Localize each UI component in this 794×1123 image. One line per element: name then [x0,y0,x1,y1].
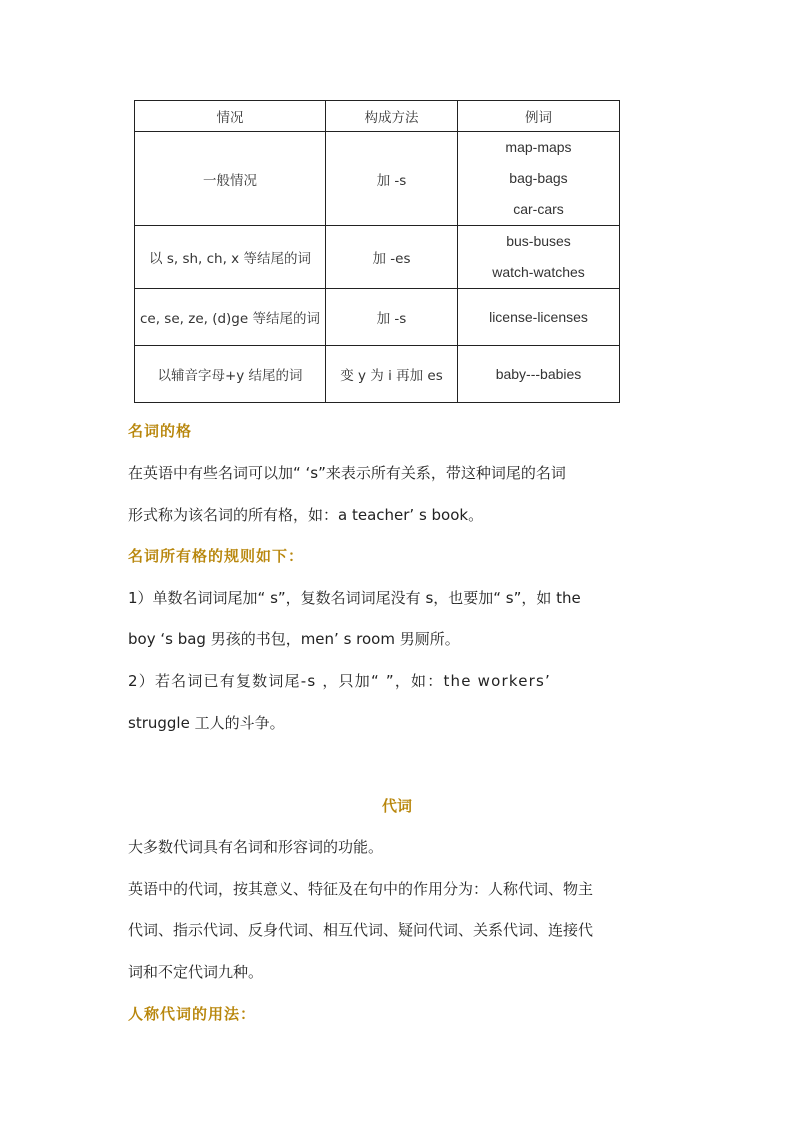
header-examples: 例词 [458,101,620,132]
cell-method: 加 -s [326,132,458,226]
cell-examples [458,226,620,289]
example-word: watch-watches [492,264,585,280]
cell-examples [458,289,620,346]
possessive-paragraph-line-1: 在英语中有些名词可以加“ ‘s”来表示所有关系，带这种词尾的名词 [128,464,566,482]
plural-rules-table [134,100,620,403]
possessive-paragraph-line-2: 形式称为该名词的所有格，如：a teacher’ s book。 [128,506,484,524]
cell-method: 加 -es [326,226,458,289]
pronoun-section-title: 代词 [381,797,412,815]
pronoun-paragraph-2-line-3: 词和不定代词九种。 [128,963,264,981]
example-word: bag-bags [509,170,568,186]
cell-examples [458,132,620,226]
example-word: bus-buses [506,233,571,249]
rule-1-line-1: 1）单数名词词尾加“ s”，复数名词词尾没有 s，也要加“ s”，如 the [128,589,581,607]
cell-situation: ce, se, ze, (d)ge 等结尾的词 [135,289,326,346]
cell-method: 变 y 为 i 再加 es [326,346,458,403]
table-row [135,289,620,346]
example-word: baby---babies [495,365,582,382]
cell-situation: 以 s, sh, ch, x 等结尾的词 [135,226,326,289]
example-word: map-maps [505,139,572,155]
cell-situation: 以辅音字母+y 结尾的词 [135,346,326,403]
personal-pronoun-heading: 人称代词的用法： [128,1005,257,1023]
table-row [135,132,620,226]
header-method: 构成方法 [326,101,458,132]
possessive-heading: 名词的格 [128,422,193,440]
cell-situation: 一般情况 [135,132,326,226]
pronoun-paragraph-2-line-1: 英语中的代词，按其意义、特征及在句中的作用分为：人称代词、物主 [128,880,594,898]
rule-1-line-2: boy ‘s bag 男孩的书包，men’ s room 男厕所。 [128,630,460,648]
rule-2-line-2: struggle 工人的斗争。 [128,714,285,732]
pronoun-paragraph-1: 大多数代词具有名词和形容词的功能。 [128,838,384,856]
cell-method: 加 -s [326,289,458,346]
table-row [135,226,620,289]
example-word: car-cars [513,201,564,217]
table-row [135,346,620,403]
pronoun-paragraph-2-line-2: 代词、指示代词、反身代词、相互代词、疑问代词、关系代词、连接代 [128,921,594,939]
cell-examples [458,346,620,403]
rule-2-line-1: 2）若名词已有复数词尾-s ，只加“ ”，如：the workers’ [128,672,551,690]
table-header-row [135,101,620,132]
example-word: license-licenses [489,308,588,325]
possessive-rules-heading: 名词所有格的规则如下： [128,547,305,565]
header-situation: 情况 [135,101,326,132]
